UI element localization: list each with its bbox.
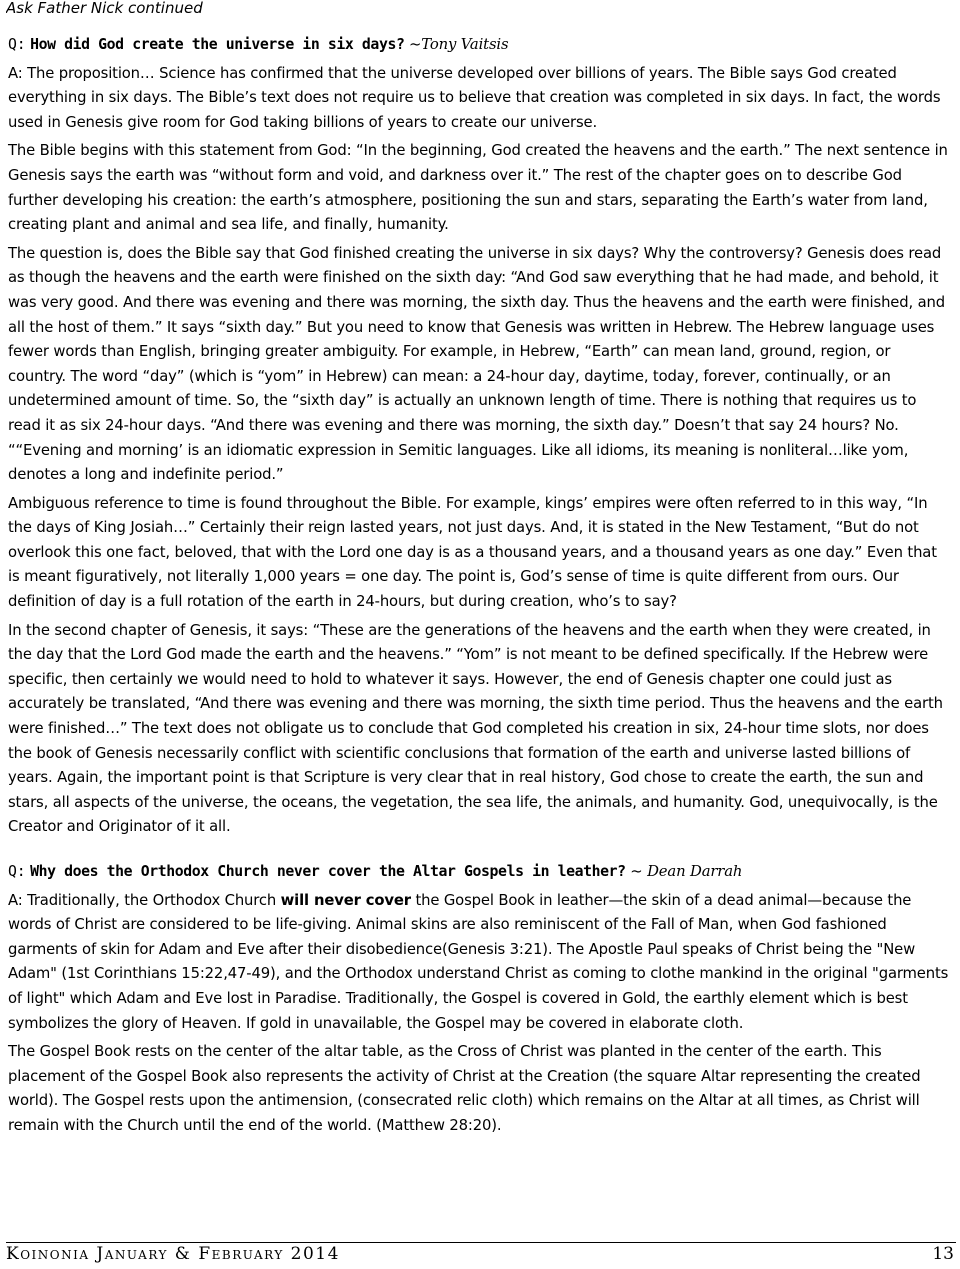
author-prefix: ~ — [409, 36, 422, 53]
question-author: Tony Vaitsis — [421, 36, 509, 53]
question-2 — [8, 860, 950, 885]
footer-publication: Koinonia January & February 2014 — [6, 1244, 340, 1264]
article-body — [8, 33, 950, 1139]
question-text: How did God create the universe in six days? — [30, 36, 405, 53]
paragraph-text-after: the Gospel Book in leather—the skin of a dead animal—because the words of Christ are considered to be life-giving. Animal skins are also reminiscent of the Fall of Man, when God fashioned garments of skin for Adam and Eve after their disobedience(Genesis 3:21). The Apostle Paul speaks of Christ being the "New Adam" (1st Corinthians 15:22,47-49), and the Orthodox understand Christ as coming to clothe mankind in the original "garments of light" which Adam and Eve lost in Paradise. Traditionally, the Gospel is covered in Gold, the earthly element which is best symbolizes the glory of Heaven. If gold in unavailable, the Gospel may be covered in elaborate cloth. — [8, 891, 949, 1032]
answer-1-paragraph-1 — [8, 62, 950, 136]
answer-1-paragraph-3: The question is, does the Bible say that God finished creating the universe in six days? Why the controversy? Genesis does read as though the heavens and the earth were finished on the sixth day: “And God saw everything that he had made, and behold, it was very good. And there was evening and there was morning, the sixth day. Thus the heavens and the earth were finished, and all the host of them.” It says “sixth day.” But you need to know that Genesis was written in Hebrew. The Hebrew language uses fewer words than English, bringing greater ambiguity. For example, in Hebrew, “Earth” can mean land, ground, region, or country. The word “day” (which is “yom” in Hebrew) can mean: a 24-hour day, daytime, today, forever, continually, or an undetermined amount of time. So, the “sixth day” is actually an unknown length of time. There is nothing that requires us to read it as six 24-hour days. “And there was evening and there was morning, the sixth day.” Doesn’t that say 24 hours? No. ““Evening and morning’ is an idiomatic expression in Semitic languages. Like all idioms, its meaning is nonliteral…like yom, denotes a long and indefinite period.” — [8, 244, 945, 484]
answer-label: A: — [8, 891, 23, 909]
paragraph-text-before: Traditionally, the Orthodox Church — [27, 891, 281, 909]
emphasis-text: will never cover — [280, 891, 411, 909]
answer-1-paragraph-4: Ambiguous reference to time is found throughout the Bible. For example, kings’ empires were often referred to in this way, “In the days of King Josiah…” Certainly their reign lasted years, not just days. And, it is stated in the New Testament, “But do not overlook this one fact, beloved, that with the Lord one day is as a thousand years, and a thousand years as one day.” Even that is meant figuratively, not literally 1,000 years = one day. The point is, God’s sense of time is quite different from ours. Our definition of day is a full rotation of the earth in 24-hours, but during creation, who’s to say? — [8, 494, 937, 611]
answer-2-paragraph-1 — [8, 889, 950, 1037]
answer-label: A: — [8, 64, 23, 82]
answer-1-paragraph-2: The Bible begins with this statement from God: “In the beginning, God created the heavens and the earth.” The next sentence in Genesis says the earth was “without form and void, and darkness over it.” The rest of the chapter goes on to describe God further developing his creation: the earth’s atmosphere, positioning the sun and stars, separating the Earth’s water from land, creating plant and animal and sea life, and finally, humanity. — [8, 142, 948, 234]
page-number: 13 — [932, 1244, 954, 1264]
question-1 — [8, 33, 950, 58]
footer-divider — [6, 1242, 956, 1243]
question-label: Q: — [8, 863, 26, 880]
paragraph-text: The proposition… Science has confirmed that the universe developed over billions of years. The Bible says God created everything in six days. The Bible’s text does not require us to believe that creation was completed in six days. In fact, the words used in Genesis give room for God taking billions of years to create our universe. — [8, 64, 941, 131]
running-header: Ask Father Nick continued — [6, 0, 203, 17]
question-label: Q: — [8, 36, 26, 53]
answer-2-paragraph-2: The Gospel Book rests on the center of the altar table, as the Cross of Christ was planted in the center of the earth. This placement of the Gospel Book also represents the activity of Christ at the Creation (the square Altar representing the created world). The Gospel rests upon the antimension, (consecrated relic cloth) which remains on the Altar at all times, as Christ will remain with the Church until the end of the world. (Matthew 28:20). — [8, 1043, 921, 1134]
author-prefix: ~ — [630, 863, 643, 880]
answer-1-paragraph-5: In the second chapter of Genesis, it says: “These are the generations of the heavens and the earth when they were created, in the day that the Lord God made the earth and the heavens.” “Yom” is not meant to be defined specifically. If the Hebrew were specific, then certainly we would need to hold to whatever it says. However, the end of Genesis chapter one could just as accurately be translated, “And there was evening and there was morning, the sixth time period. Thus the heavens and the earth were finished…” The text does not obligate us to conclude that God completed his creation in six, 24-hour time slots, nor does the book of Genesis necessarily conflict with scientific conclusions that formation of the earth and universe lasted billions of years. Again, the important point is that Scripture is very clear that in real history, God chose to create the earth, the sun and stars, all aspects of the universe, the oceans, the vegetation, the sea life, the animals, and humanity. God, unequivocally, is the Creator and Originator of it all. — [8, 621, 943, 836]
question-author: Dean Darrah — [647, 863, 743, 880]
question-text: Why does the Orthodox Church never cover the Altar Gospels in leather? — [30, 863, 626, 880]
